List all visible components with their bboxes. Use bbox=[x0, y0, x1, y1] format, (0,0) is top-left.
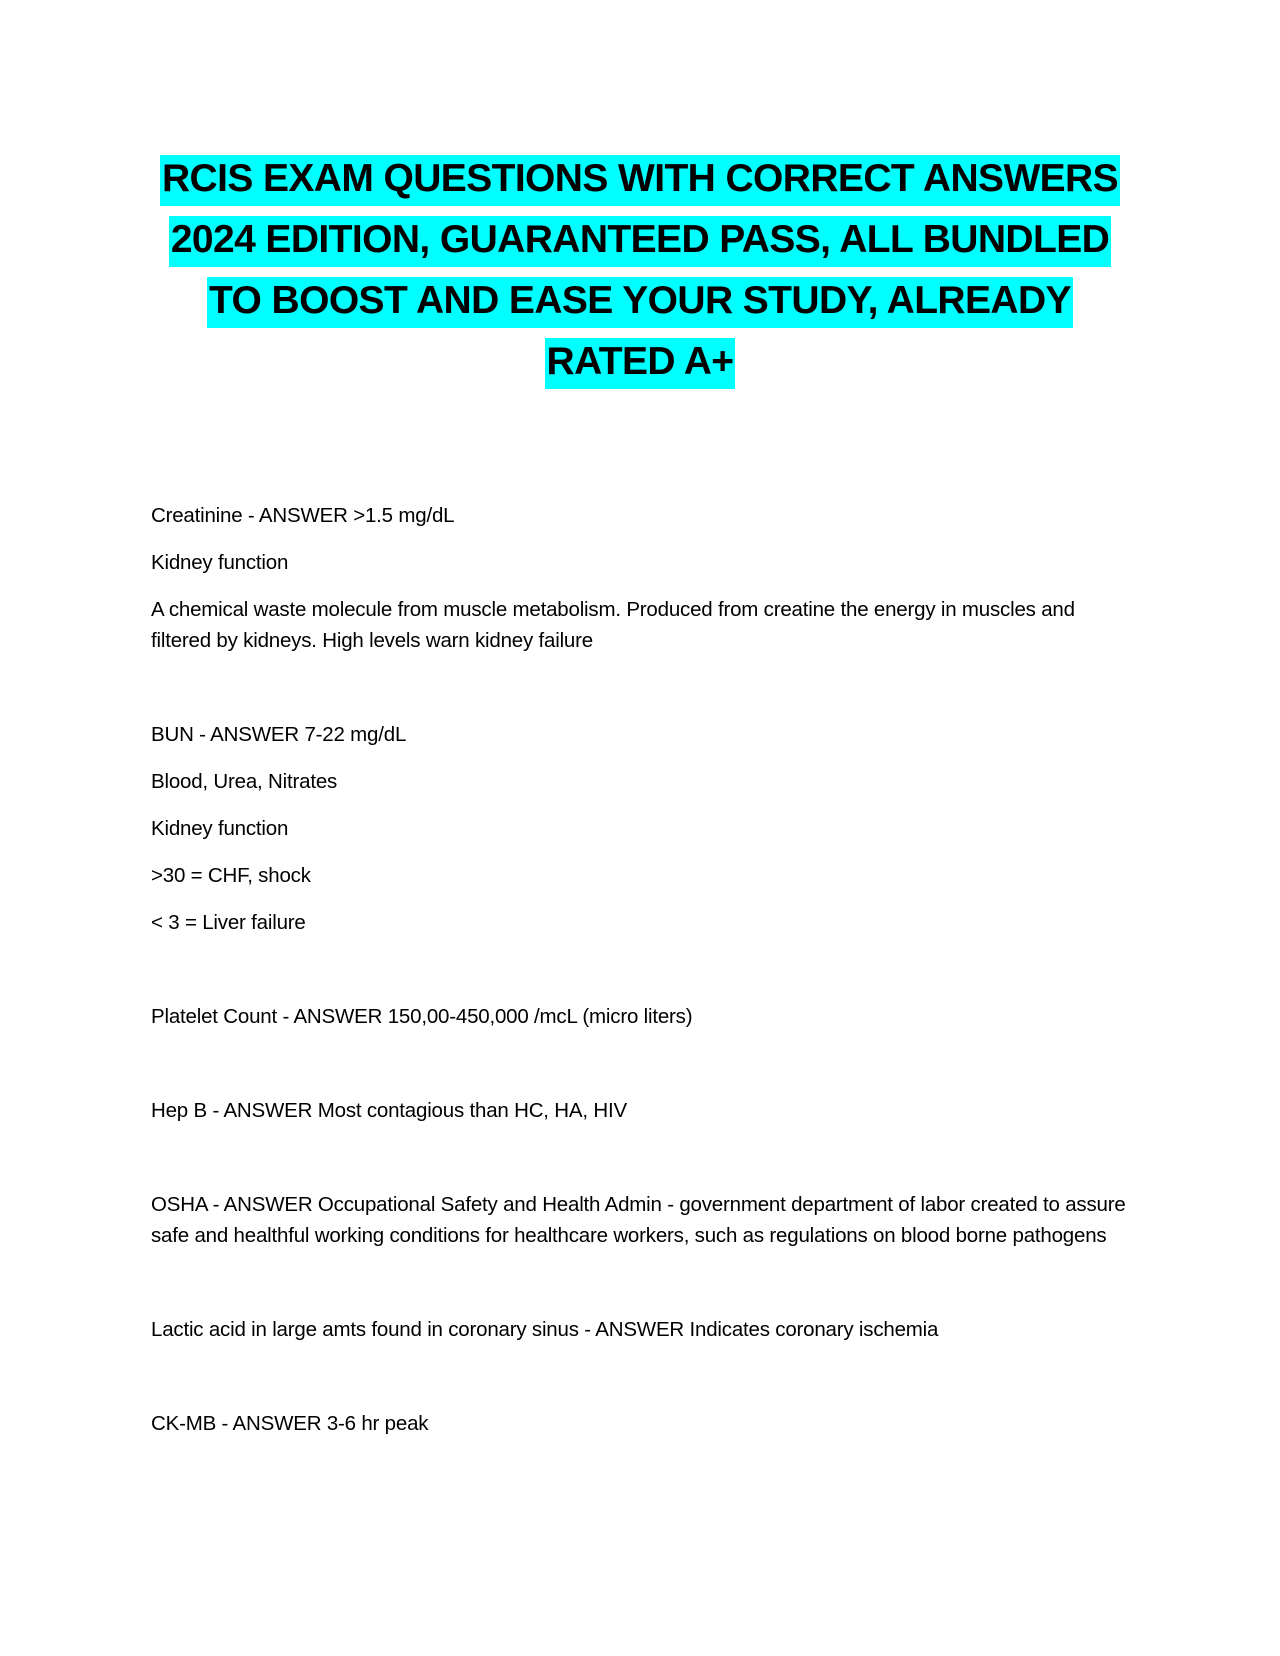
entry-line: >30 = CHF, shock bbox=[151, 864, 311, 887]
entry-line: < 3 = Liver failure bbox=[151, 911, 306, 934]
entry-ck-mb bbox=[151, 1408, 1131, 1439]
entry-line: Platelet Count - ANSWER 150,00-450,000 /mcL (micro liters) bbox=[151, 1005, 693, 1028]
entry-line: Lactic acid in large amts found in coronary sinus - ANSWER Indicates coronary ischemia bbox=[151, 1318, 939, 1341]
entry-line: A chemical waste molecule from muscle metabolism. Produced from creatine the energy in muscles and filtered by kidneys. High levels warn kidney failure bbox=[151, 598, 1075, 652]
entry-hep-b bbox=[151, 1095, 1131, 1126]
entry-line: Kidney function bbox=[151, 817, 289, 840]
entry-line: Hep B - ANSWER Most contagious than HC, HA, HIV bbox=[151, 1099, 627, 1122]
entry-platelet-count bbox=[151, 1001, 1131, 1032]
spacer bbox=[151, 672, 1131, 719]
spacer bbox=[151, 954, 1131, 1001]
spacer bbox=[151, 1142, 1131, 1189]
spacer bbox=[151, 1048, 1131, 1095]
entry-line: Kidney function bbox=[151, 551, 289, 574]
entry-bun bbox=[151, 719, 1131, 938]
spacer bbox=[151, 1267, 1131, 1314]
entry-line: Creatinine - ANSWER >1.5 mg/dL bbox=[151, 504, 455, 527]
entry-osha bbox=[151, 1189, 1131, 1251]
entry-line: CK-MB - ANSWER 3-6 hr peak bbox=[151, 1412, 429, 1435]
document-title bbox=[150, 148, 1130, 392]
entry-line: BUN - ANSWER 7-22 mg/dL bbox=[151, 723, 407, 746]
entry-line: Blood, Urea, Nitrates bbox=[151, 770, 338, 793]
document-body bbox=[151, 500, 1131, 1455]
spacer bbox=[151, 1361, 1131, 1408]
document-title-text: RCIS EXAM QUESTIONS WITH CORRECT ANSWERS 2024 EDITION, GUARANTEED PASS, ALL BUNDLED TO BOOST AND EASE YOUR STUDY, ALREADY RATED A+ bbox=[160, 155, 1120, 389]
entry-creatinine bbox=[151, 500, 1131, 656]
entry-lactic-acid bbox=[151, 1314, 1131, 1345]
entry-line: OSHA - ANSWER Occupational Safety and Health Admin - government department of labor created to assure safe and healthful working conditions for healthcare workers, such as regulations on blood borne pathogens bbox=[151, 1193, 1126, 1247]
